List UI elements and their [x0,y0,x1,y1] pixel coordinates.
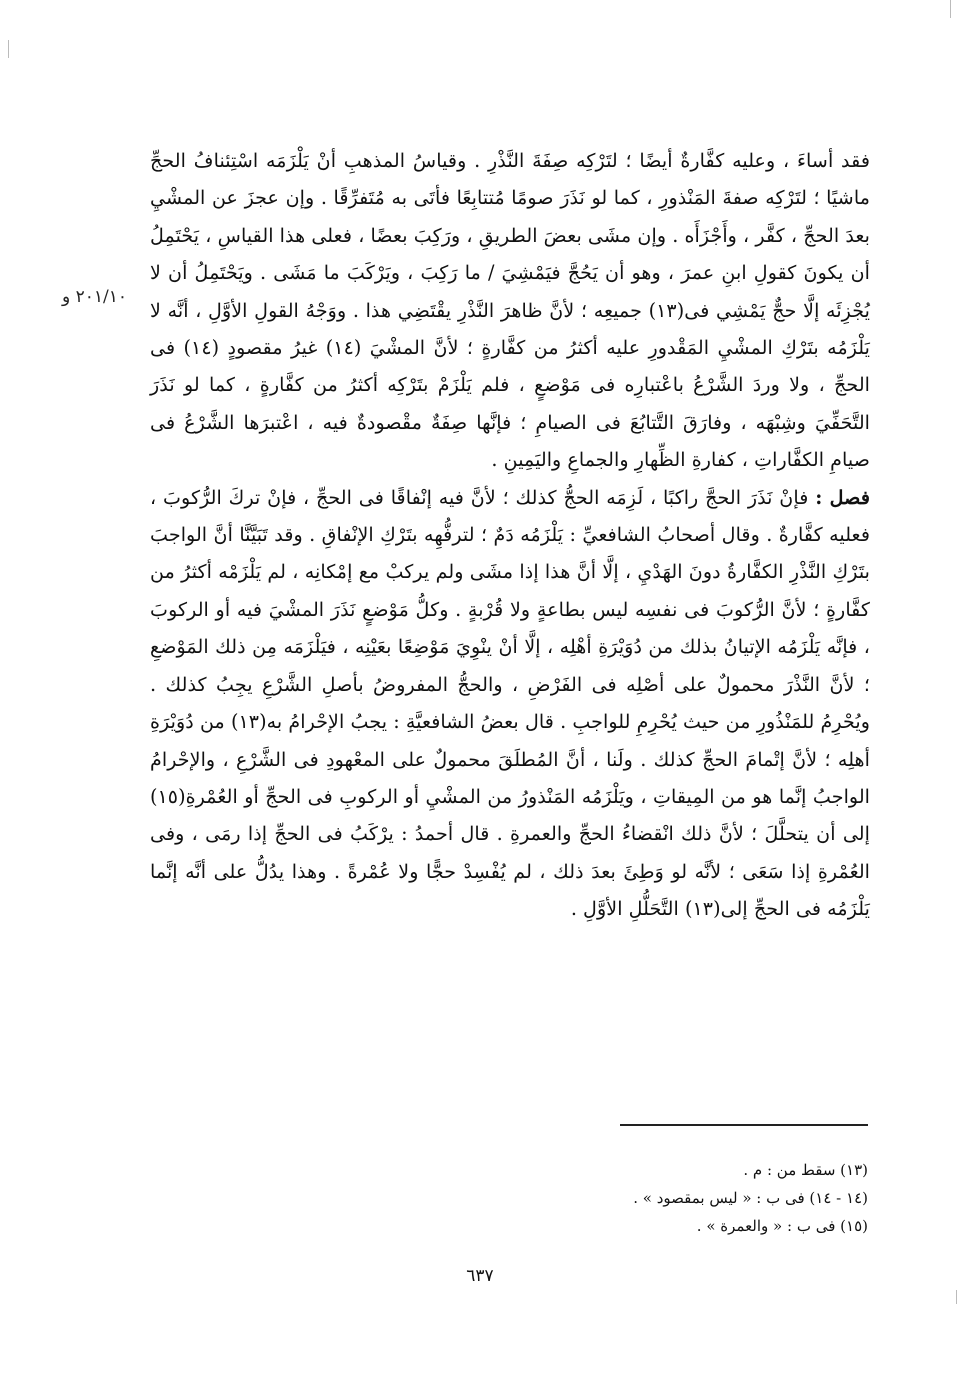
footnote-divider [620,1124,868,1126]
margin-note: ٢٠١/١٠ و [62,287,128,307]
scan-edge-mark [950,0,951,18]
footnotes [420,1156,868,1240]
footnote: (١٣) سقط من : م . [743,1161,868,1179]
paragraph: فقد أساءَ ، وعليه كفَّارةٌ أيضًا ؛ لتَرْكِه صِفَةَ النَّذْرِ . وقياسُ المذهبِ أنْ يَلْزَمَه اسْتِئنافُ الحجِّ ماشيًا ؛ لتَرْكِه صفةَ المَنْذورِ ، كما لو نَذَرَ صومًا مُتتابِعًا فأتَى به مُتَفرِّقًا . وإن عجزَ عن المشْيِ بعدَ الحجِّ ، كفَّر ، وأَجْزَأَه . وإن مشَى بعضَ الطريقِ ، ورَكِبَ بعضًا ، فعلى هذا القياسِ ، يَحْتَمِلُ أن يكونَ كقولِ ابنِ عمرَ ، وهو أن يَحُجَّ فيَمْشِيَ / ما رَكِبَ ، ويَرْكَبَ ما مَشَى . ويَحْتَمِلُ أن لا يُجْزِئَه إلَّا حجٌّ يَمْشِي فى(١٣) جميعِه ؛ لأنَّ ظاهرَ النَّذْرِ يقْتَضِي هذا . ووَجْهُ القولِ الأوَّلِ ، أنَّه لا يَلْزَمُه بتَرْكِ المشْيِ المَقْدورِ عليه أكثرُ من كفَّارةٍ ؛ لأنَّ المشْيَ (١٤) غيرُ مقصودٍ (١٤) فى الحجِّ ، ولا وردَ الشَّرْعُ باعْتبارِه فى مَوْضعٍ ، فلم يَلْزَمْ بتَرْكِه أكثرُ من كفَّارةٍ ، كما لو نَذَرَ التَّحَفِّيَ وشِبْهَه ، وفارَقَ التَّتابُعَ فى الصيامِ ؛ فإنَّها صِفَةٌ مقْصودةٌ فيه ، اعْتبرَها الشَّرْعُ فى صيامِ الكفَّاراتِ ، كفارةِ الظِّهارِ والجماعِ واليَمِينِ . [150,149,870,472]
page-number: ٦٣٧ [466,1266,494,1286]
footnote: (١٤ - ١٤) فى ب : « ليس بمقصود » . [633,1189,868,1207]
main-text [150,142,870,928]
footnote: (١٥) فى ب : « والعمرة » . [696,1217,868,1235]
section-label: فصل : [815,485,870,509]
scan-edge-mark [8,40,9,58]
paragraph [150,479,870,928]
scan-edge-mark [956,1290,957,1304]
paragraph-text: فإنْ نَذَرَ الحجَّ راكبًا ، لَزِمَه الحجُّ كذلك ؛ لأنَّ فيه إنْفاقًا فى الحجِّ ، فإنْ تركَ الرُّكوبَ ، فعليه كفَّارةٌ . وقال أصحابُ الشافعيِّ : يَلْزَمُه دَمٌ ؛ لترفُّهِه بتَرْكِ الإنْفاقِ . وقد تَبَيَّنَّا أنَّ الواجبَ بتَرْكِ النَّذْرِ الكفَّارةُ دونَ الهَدْيِ ، إلَّا أنَّ هذا إذا مشَى ولم يركبْ مع إمْكانِه ، لم يَلْزَمْه أكثرُ من كفَّارةٍ ؛ لأنَّ الرُّكوبَ فى نفسِه ليس بطاعةٍ ولا قُرْبةٍ . وكلُّ مَوْضعٍ نَذَرَ المشْيَ فيه أو الركوبَ ، فإنَّه يَلْزَمُه الإتيانُ بذلك من دُوَيْرَةِ أهْلِه ، إلَّا أنْ ينْوِيَ مَوْضِعًا بعَيْنِه ، فيَلْزَمَه مِن ذلك المَوْضعِ ؛ لأنَّ النَّذْرَ محمولٌ على أصْلِه فى الفَرْضِ ، والحجُّ المفروضُ بأصلِ الشَّرْعِ يجِبُ كذلك . ويُحْرِمُ للمَنْذُورِ من حيث يُحْرِمِ للواجبِ . قال بعضُ الشافعيَّةِ : يجبُ الإحْرامُ به(١٣) من دُوَيْرَةِ أهلِه ؛ لأنَّ إتْمامَ الحجِّ كذلك . ولَنا ، أنَّ المُطلَقَ محمولٌ على المعْهودِ فى الشَّرْعِ ، والإحْرامُ الواجبُ إنَّما هو من المِيقاتِ ، ويَلْزَمُه المَنْذورُ من المشْيِ أو الركوبِ فى الحجِّ أو العُمْرةِ(١٥) إلى أن يتحلَّلَ ؛ لأنَّ ذلك انْقضاءُ الحجِّ والعمرةِ . قال أحمدُ : يرْكَبُ فى الحجِّ إذا رمَى ، وفى العُمْرةِ إذا سَعَى ؛ لأنَّه لو وَطِئَ بعدَ ذلك ، لم يُفْسِدْ حجًّا ولا عُمْرةً . وهذا يدُلُّ على أنَّه إنَّما يَلْزَمُه فى الحجِّ إلى(١٣) التَّحَلُّلِ الأوَّلِ . [150,485,871,921]
